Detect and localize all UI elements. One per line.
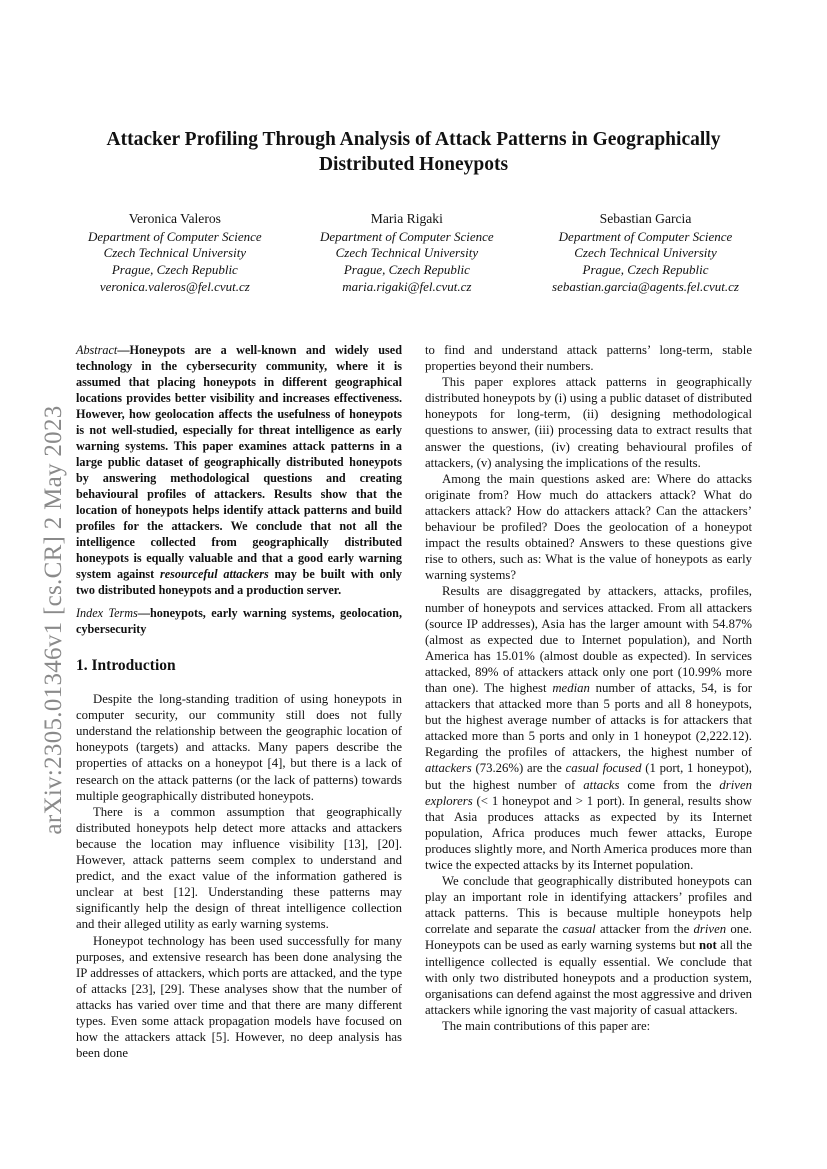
index-terms-label: Index Terms (76, 606, 138, 620)
paragraph: Among the main questions asked are: Where do attacks originate from? How much do attackers attack? What do attackers attack? How do attackers attack? Can the attackers’ behaviour be profiled? Does the geolocation of a honeypot impact the results obtained? Answers to these questions give rise to others, such as: What is the value of honeypots as early warning systems? (425, 471, 752, 583)
author-city: Prague, Czech Republic (343, 262, 470, 278)
paragraph: Despite the long-standing tradition of using honeypots in computer security, our community still does not fully understand the relationship between the geographic location of honeypots (targets) and attacks. Many papers describe the properties of attacks on a honeypot [4], but there is a lack of research on the attack patterns (or the lack of patterns) towards multiple geographically distributed honeypots. (76, 692, 402, 803)
paragraph: This paper explores attack patterns in geographically distributed honeypots by (i) using a public dataset of distributed honeypots for long-term, (ii) designing methodological questions to answer, (iii) processing data to extract results that answer the questions, (iv) creating behavioural profiles of attackers, (v) analysing the implications of the results. (425, 375, 752, 470)
abstract: Abstract—Honeypots are a well-known and widely used technology in the cybersecurity community, where it is assumed that placing honeypots in different geographical locations provides better visibility and increases effectiveness. However, how geolocation affects the usefulness of honeypots is not well-studied, especially for threat intelligence as early warning systems. This paper examines attack patterns in a large public dataset of geographically distributed honeypots by answering methodological questions and creating behavioural profiles of attackers. Results show that the location of honeypots helps identify attack patterns and build profiles for the attackers. We conclude that not all the intelligence collected from geographically distributed honeypots is equally valuable and that a good early warning system against resourceful attackers may be built with only two distributed honeypots and a production server. (76, 343, 402, 597)
author-email: veronica.valeros@fel.cvut.cz (99, 278, 250, 294)
right-column (425, 342, 752, 1034)
author-city: Prague, Czech Republic (111, 262, 238, 278)
section-heading: 1. Introduction (76, 657, 176, 674)
author-name: Veronica Valeros (128, 211, 221, 226)
paragraph: There is a common assumption that geographically distributed honeypots help detect more attacks and attackers because the location may influence visibility [13], [20]. However, attack patterns seem complex to understand and predict, and the exact value of the information gathered is unclear at best [12]. Understanding these patterns may significantly help the design of threat intelligence collection and their alleged utility as early warning systems. (76, 804, 402, 932)
author-name: Sebastian Garcia (599, 211, 692, 226)
author-university: Czech Technical University (335, 245, 479, 261)
left-column (76, 342, 402, 1061)
author-block (88, 211, 739, 296)
paragraph: Honeypot technology has been used successfully for many purposes, and extensive research has been done analysing the IP addresses of attackers, which ports are attacked, and the type of attacks [23], [29]. These analyses show that the number of attacks has varied over time and that there are many different types. Even some attack propagation models have focused on how the attackers attack [5]. However, no deep analysis has been done (76, 933, 402, 1061)
author-city: Prague, Czech Republic (582, 262, 709, 278)
author-1 (88, 211, 262, 296)
author-department: Department of Computer Science (558, 228, 733, 244)
author-name: Maria Rigaki (370, 211, 443, 226)
author-email: sebastian.garcia@agents.fel.cvut.cz (552, 278, 739, 294)
author-3 (552, 211, 739, 296)
paragraph: We conclude that geographically distributed honeypots can play an important role in identifying attackers’ profiles and attack patterns. This is because multiple honeypots help correlate and separate the casual attacker from the driven one. Honeypots can be used as early warning systems but not all the intelligence collected is equally essential. We conclude that with only two distributed honeypots and a production system, organisations can defend against the most aggressive and driven attackers while ignoring the vast majority of casual attackers. (425, 874, 752, 1017)
author-university: Czech Technical University (574, 245, 717, 261)
index-terms: Index Terms—honeypots, early warning systems, geolocation, cybersecurity (76, 606, 402, 636)
paper-title: Attacker Profiling Through Analysis of Attack Patterns in Geographically Distributed Honeypots (106, 129, 721, 175)
author-university: Czech Technical University (103, 245, 247, 261)
arxiv-identifier: arXiv:2305.01346v1 [cs.CR] 2 May 2023 (40, 405, 67, 835)
arxiv-sidebar-stamp (34, 360, 74, 880)
author-department: Department of Computer Science (88, 228, 262, 244)
author-2 (320, 211, 494, 296)
paragraph: to find and understand attack patterns’ long-term, stable properties beyond their numbers. (425, 343, 752, 374)
paragraph: Results are disaggregated by attackers, attacks, profiles, number of honeypots and services attacked. From all attackers (source IP addresses), Asia has the larger amount with 54.87% (almost as expected due to Internet population), and North America has 15.01% (almost double as expected). In services attacked, 89% of attackers attack only one port (10.99% more than one). The highest median number of attacks, 54, is for attackers that attacked more than 5 ports and all 8 honeypots, but the highest average number of attacks is for attackers that attacked more than 5 ports and only in 1 honeypot (2,222.12). Regarding the profiles of attackers, the highest number of attackers (73.26%) are the casual focused (1 port, 1 honeypot), but the highest number of attacks come from the driven explorers (< 1 honeypot and > 1 port). In general, results show that Asia produces attacks as expected by its Internet population, Africa produces much fewer attacks, Europe produces slightly more, and North America produces more than twice the expected attacks by its Internet population. (425, 584, 752, 872)
paragraph: The main contributions of this paper are: (442, 1018, 651, 1033)
author-department: Department of Computer Science (320, 228, 494, 244)
author-email: maria.rigaki@fel.cvut.cz (342, 278, 472, 294)
abstract-label: Abstract (76, 343, 118, 357)
